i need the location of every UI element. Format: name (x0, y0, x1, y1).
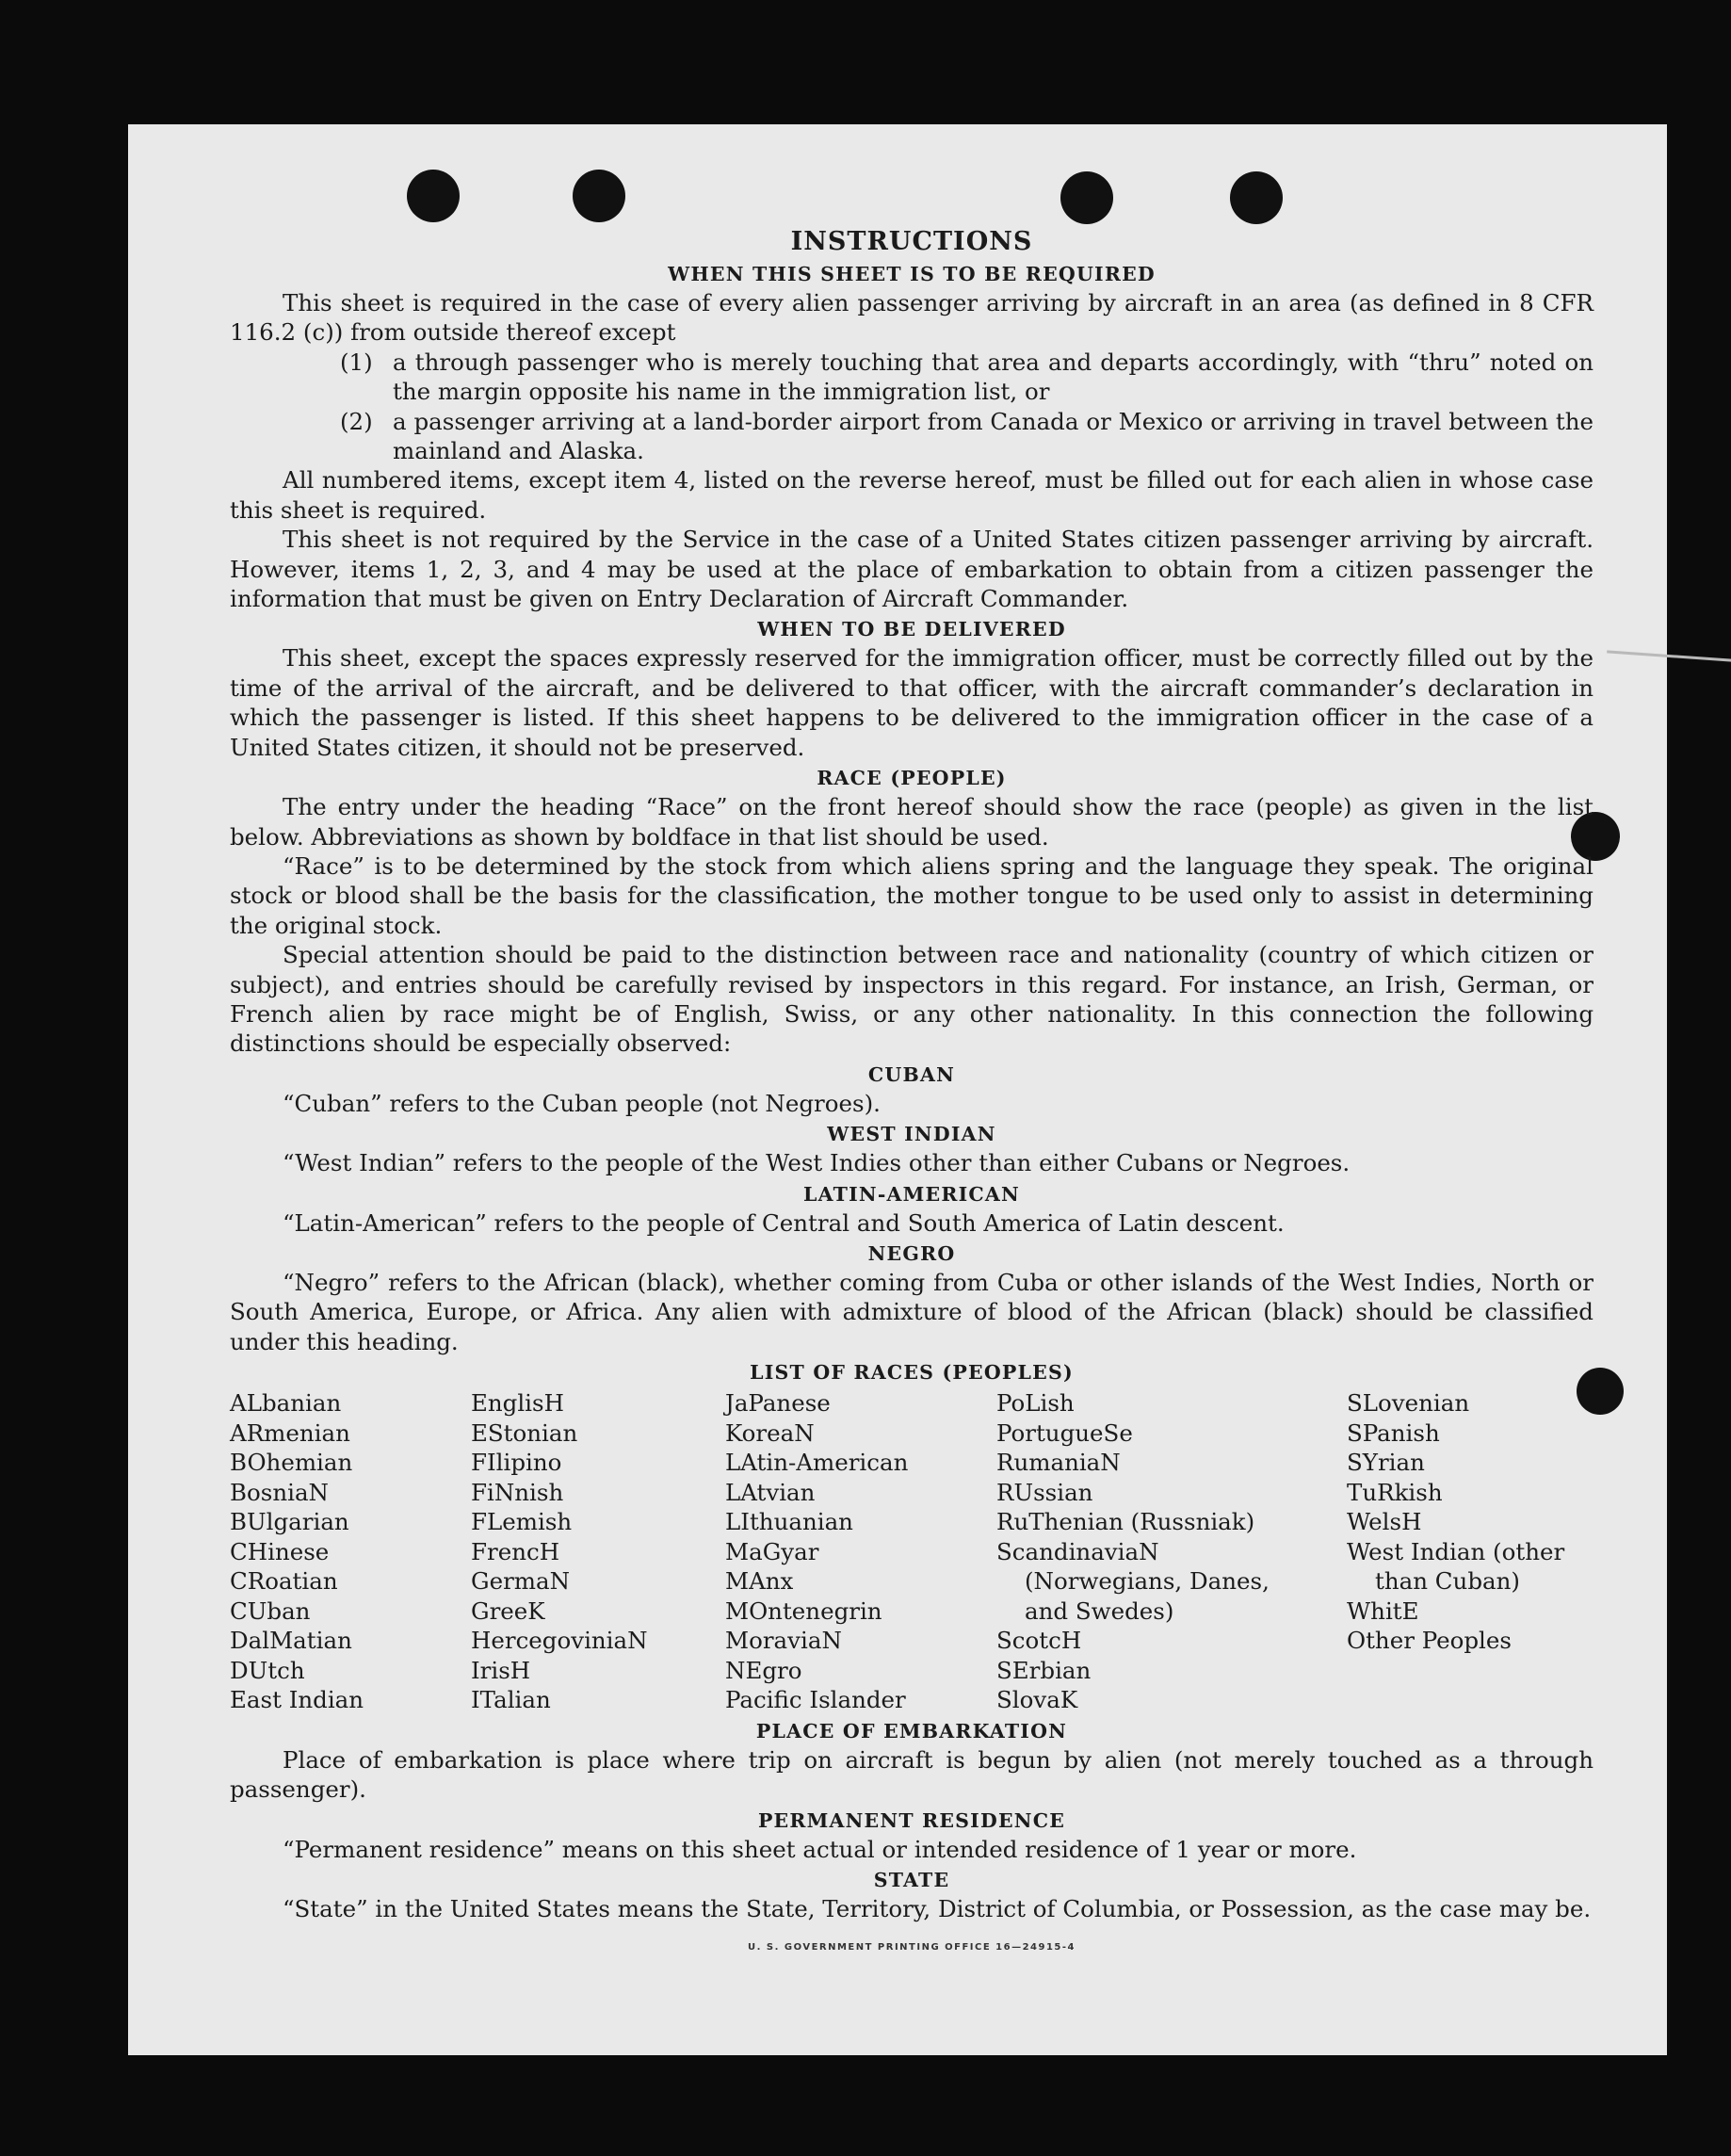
race-entry: ITalian (471, 1686, 551, 1714)
punch-hole (1230, 171, 1283, 224)
race-entry: BOhemian (230, 1449, 353, 1477)
race-entry: FIlipino (471, 1449, 562, 1477)
race-entry: TuRkish (1347, 1478, 1443, 1506)
negro-text: “Negro” refers to the African (black), whether coming from Cuba or other islands of the West Indies, North or South America, Europe, or Africa. Any alien with admixture of blood of the African (black) should be classified under this heading. (230, 1268, 1593, 1355)
race-entry: DUtch (230, 1656, 305, 1684)
heading-list-of-races: LIST OF RACES (PEOPLES) (750, 1361, 1074, 1385)
race-entry: LAtvian (725, 1478, 816, 1506)
exception-item-1 (340, 348, 1593, 407)
race-entry: SYrian (1347, 1449, 1425, 1477)
race-entry: WhitE (1347, 1597, 1419, 1625)
race-entry: PortugueSe (996, 1418, 1133, 1447)
heading-delivered: WHEN TO BE DELIVERED (757, 618, 1066, 641)
race-entry: EnglisH (471, 1389, 564, 1418)
punch-hole (407, 170, 460, 222)
race-entry: SPanish (1347, 1418, 1440, 1447)
race-entry: NEgro (725, 1656, 802, 1684)
delivered-text: This sheet, except the spaces expressly reserved for the immigration officer, must be correctly filled out by the time of the arrival of the aircraft, and be delivered to that officer, with the aircraft commander’s declaration in which the passenger is listed. If this sheet happens to be delivered to the immigration officer in the case of a United States citizen, it should not be preserved. (230, 644, 1593, 761)
race-entry: SlovaK (996, 1686, 1078, 1714)
race-entry: Other Peoples (1347, 1627, 1512, 1655)
residence-text: “Permanent residence” means on this sheet actual or intended residence of 1 year or more. (283, 1835, 1357, 1863)
race-entry: KoreaN (725, 1418, 815, 1447)
state-text: “State” in the United States means the State, Territory, District of Columbia, or Possession, as the case may be. (283, 1894, 1592, 1922)
race-entry: WelsH (1347, 1508, 1422, 1536)
cuban-text: “Cuban” refers to the Cuban people (not Negroes). (283, 1089, 881, 1117)
race-entry: CRoatian (230, 1567, 338, 1596)
race-entry: BosniaN (230, 1478, 329, 1506)
punch-hole (573, 170, 625, 222)
race-entry: RUssian (996, 1478, 1093, 1506)
race-entry: GreeK (471, 1597, 545, 1625)
race-entry: HercegoviniaN (471, 1627, 648, 1655)
document-sheet (128, 124, 1667, 2055)
heading-latin-american: LATIN-AMERICAN (803, 1182, 1020, 1206)
heading-embarkation: PLACE OF EMBARKATION (755, 1719, 1068, 1743)
race-entry: MAnx (725, 1567, 794, 1596)
race-para-1: The entry under the heading “Race” on the front hereof should show the race (people) as given in the list below. Abbreviations as shown by boldface in that list should be used. (230, 793, 1593, 851)
west-indian-text: “West Indian” refers to the people of the West Indies other than either Cubans or Negroes. (283, 1149, 1351, 1177)
required-para-2: All numbered items, except item 4, listed on the reverse hereof, must be filled out for each alien in whose case this sheet is required. (230, 466, 1593, 524)
race-entry: SLovenian (1347, 1389, 1470, 1418)
race-entry: FiNnish (471, 1478, 564, 1506)
race-column-1 (230, 1388, 471, 1715)
race-entry: MOntenegrin (725, 1597, 882, 1625)
race-entry: GermaN (471, 1567, 571, 1596)
item-number: (1) (340, 348, 373, 376)
race-entry: CUban (230, 1597, 311, 1625)
heading-cuban: CUBAN (867, 1062, 956, 1086)
race-entry: JaPanese (725, 1389, 831, 1418)
race-entry: FLemish (471, 1508, 573, 1536)
required-para-3: This sheet is not required by the Service in the case of a United States citizen passenger arriving by aircraft. However, items 1, 2, 3, and 4 may be used at the place of embarkation to obtain from a citizen passenger the information that must be given on Entry Declaration of Aircraft Commander. (230, 526, 1593, 613)
heading-permanent-residence: PERMANENT RESIDENCE (757, 1808, 1066, 1832)
race-entry: ScotcH (996, 1627, 1082, 1655)
race-entry: EStonian (471, 1418, 578, 1447)
race-entry: PoLish (996, 1389, 1075, 1418)
race-entry: West Indian (other than Cuban) (1347, 1537, 1565, 1596)
race-entry: RumaniaN (996, 1449, 1121, 1477)
race-entry: ScandinaviaN (Norwegians, Danes, and Swedes) (996, 1537, 1270, 1625)
race-entry: Pacific Islander (725, 1686, 906, 1714)
heading-required: WHEN THIS SHEET IS TO BE REQUIRED (668, 263, 1156, 285)
instructions-content (230, 226, 1593, 1963)
race-entry: IrisH (471, 1656, 531, 1684)
race-para-2: “Race” is to be determined by the stock from which aliens spring and the language they speak. The original stock or blood shall be the basis for the classification, the mother tongue to be used only to assist in determining the original stock. (230, 851, 1593, 939)
paper-crease (1607, 650, 1731, 665)
race-column-5 (1347, 1388, 1593, 1715)
race-entry: ARmenian (230, 1418, 350, 1447)
heading-state: STATE (873, 1868, 950, 1891)
race-entry: ALbanian (230, 1389, 342, 1418)
race-entry: East Indian (230, 1686, 364, 1714)
race-entry: RuThenian (Russniak) (996, 1508, 1255, 1536)
race-para-3: Special attention should be paid to the distinction between race and nationality (country of which citizen or subject), and entries should be carefully revised by inspectors in this regard. For instance, an Irish, German, or French alien by race might be of English, Swiss, or any other nationality. In this connection the following distinctions should be especially observed: (230, 941, 1593, 1058)
race-list (230, 1388, 1593, 1715)
required-intro: This sheet is required in the case of every alien passenger arriving by aircraft in an area (as defined in 8 CFR 116.2 (c)) from outside thereof except (230, 289, 1593, 347)
item-number: (2) (340, 407, 373, 435)
race-entry: LIthuanian (725, 1508, 853, 1536)
item-text: a passenger arriving at a land-border airport from Canada or Mexico or arriving in travel between the mainland and Alaska. (393, 407, 1593, 465)
printing-office-imprint: U. S. GOVERNMENT PRINTING OFFICE 16—24915-4 (748, 1942, 1076, 1953)
race-entry: BUlgarian (230, 1508, 349, 1536)
embarkation-text: Place of embarkation is place where trip on aircraft is begun by alien (not merely touched as a through passenger). (230, 1745, 1593, 1804)
race-column-2 (471, 1388, 725, 1715)
race-entry: MaGyar (725, 1537, 819, 1565)
race-entry: MoraviaN (725, 1627, 842, 1655)
heading-negro: NEGRO (867, 1241, 956, 1265)
race-entry: FrencH (471, 1537, 560, 1565)
latin-american-text: “Latin-American” refers to the people of Central and South America of Latin descent. (283, 1208, 1285, 1237)
race-entry: CHinese (230, 1537, 330, 1565)
page-title: INSTRUCTIONS (790, 227, 1033, 256)
race-entry: DalMatian (230, 1627, 352, 1655)
heading-race: RACE (PEOPLE) (817, 767, 1007, 790)
race-column-4 (996, 1388, 1347, 1715)
item-text: a through passenger who is merely touching that area and departs accordingly, with “thru” noted on the margin opposite his name in the immigration list, or (393, 348, 1593, 406)
exception-item-2 (340, 407, 1593, 466)
heading-west-indian: WEST INDIAN (827, 1123, 996, 1146)
race-column-3 (725, 1388, 996, 1715)
punch-hole (1060, 171, 1113, 224)
race-entry: LAtin-American (725, 1449, 909, 1477)
race-entry: SErbian (996, 1656, 1092, 1684)
